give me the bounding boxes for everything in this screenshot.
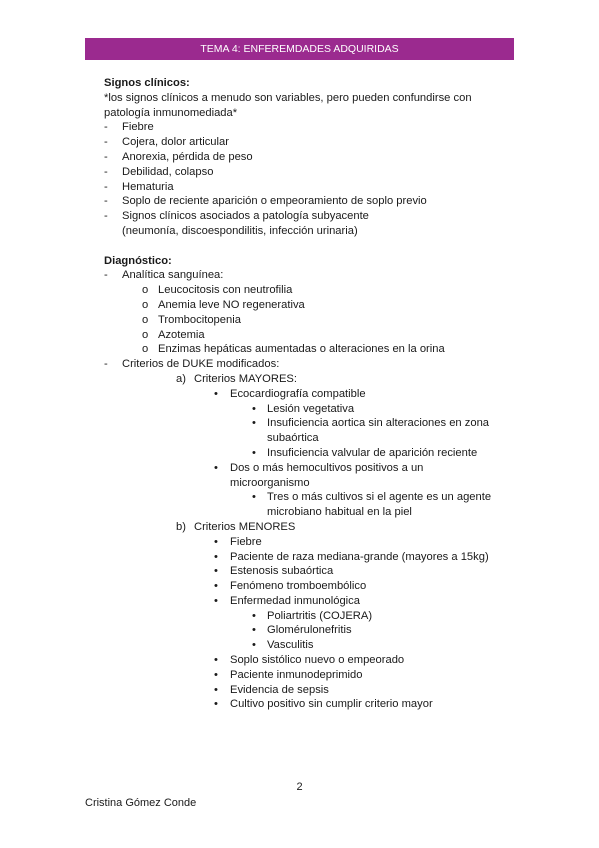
mayores-marker: a) [176,372,186,385]
menores-marker: b) [176,520,186,533]
list-item: • Lesión vegetativa [104,402,514,417]
list-item: - Debilidad, colapso [104,165,514,180]
list-item: • Poliartritis (COJERA) [104,609,514,624]
list-item: • Glomérulonefritis [104,623,514,638]
analitica-label: - Analítica sanguínea: [104,268,514,283]
document-content [104,76,514,712]
list-item: • Paciente inmunodeprimido [104,668,514,683]
signos-heading: Signos clínicos: [104,77,190,89]
list-item: • Soplo sistólico nuevo o empeorado [104,653,514,668]
list-item: • Evidencia de sepsis [104,683,514,698]
list-item: • Cultivo positivo sin cumplir criterio mayor [104,697,514,712]
list-item: • Insuficiencia valvular de aparición reciente [104,446,514,461]
list-item: • Ecocardiografía compatible [104,387,514,402]
mayores-label [104,372,514,387]
list-item: - Signos clínicos asociados a patología subyacente (neumonía, discoespondilitis, infección urinaria) [104,209,422,239]
signos-note: *los signos clínicos a menudo son variables, pero pueden confundirse con [104,91,472,104]
section-title: TEMA 4: ENFEREMDADES ADQUIRIDAS [200,43,399,55]
list-item: o Trombocitopenia [104,313,514,328]
list-item: - Cojera, dolor articular [104,135,514,150]
list-item: • Fenómeno tromboembólico [104,579,514,594]
list-item: • Fiebre [104,535,514,550]
list-item: • Vasculitis [104,638,514,653]
footer-author: Cristina Gómez Conde [85,797,197,809]
list-item: - Fiebre [104,120,514,135]
mayores-text: Criterios MAYORES: [194,372,297,385]
list-item: o Leucocitosis con neutrofilia [104,283,514,298]
section-header-bar [85,38,514,60]
duke-label: - Criterios de DUKE modificados: [104,357,514,372]
list-item: • Insuficiencia aortica sin alteraciones en zona subaórtica [104,416,507,446]
list-item: • Paciente de raza mediana-grande (mayores a 15kg) [104,550,514,565]
page-number: 2 [296,781,303,793]
list-item: • Tres o más cultivos si el agente es un agente microbiano habitual en la piel [104,490,507,520]
list-item: • Estenosis subaórtica [104,564,514,579]
menores-label [104,520,514,535]
menores-text: Criterios MENORES [194,520,296,533]
list-item: • Dos o más hemocultivos positivos a un microorganismo [104,461,442,491]
list-item: - Soplo de reciente aparición o empeoramiento de soplo previo [104,194,514,209]
list-item: o Enzimas hepáticas aumentadas o alteraciones en la orina [104,342,514,357]
list-item: o Azotemia [104,328,514,343]
list-item: • Enfermedad inmunológica [104,594,514,609]
diagnostico-heading: Diagnóstico: [104,254,172,267]
list-item: o Anemia leve NO regenerativa [104,298,514,313]
list-item: - Anorexia, pérdida de peso [104,150,514,165]
signos-note-cont: patología inmunomediada* [104,106,238,119]
list-item: - Hematuria [104,180,514,195]
